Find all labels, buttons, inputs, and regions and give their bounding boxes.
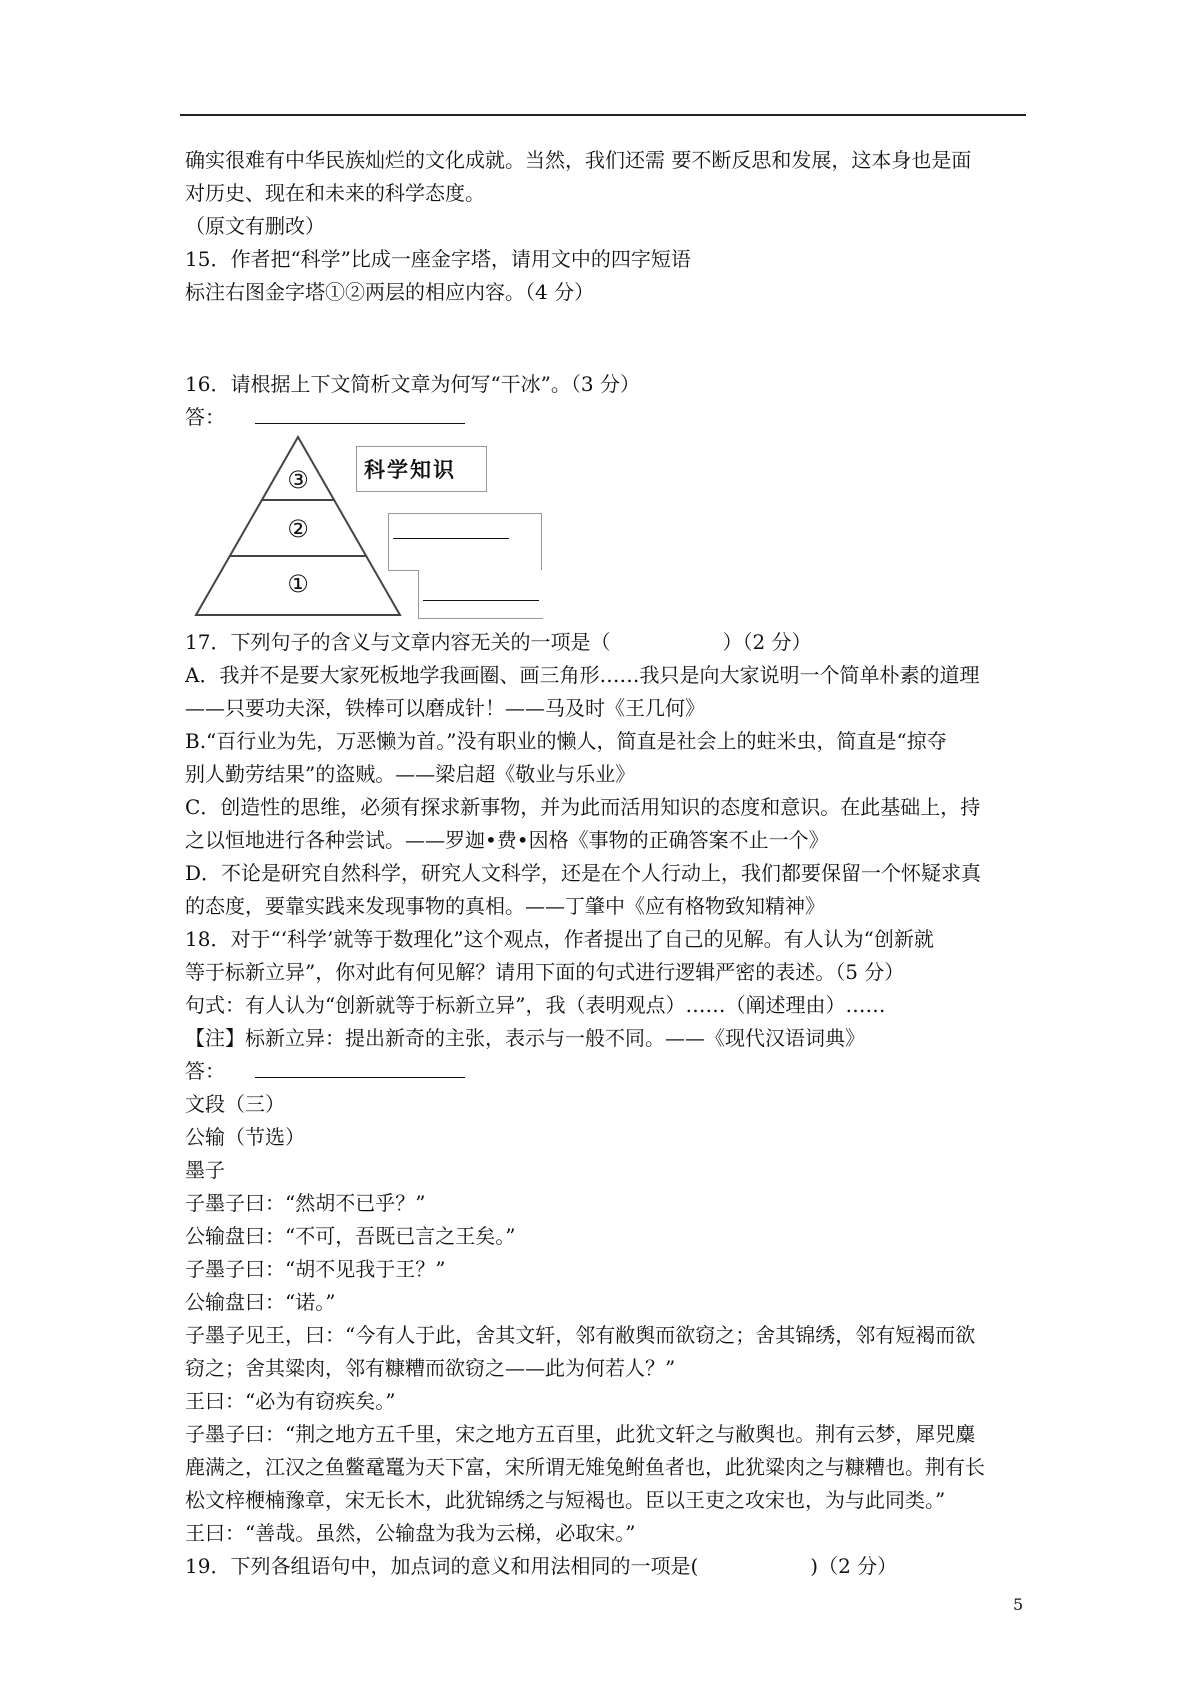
question-17 — [185, 630, 812, 654]
answer-label: 答： — [185, 1059, 225, 1083]
question-19 — [185, 1554, 897, 1578]
fill-blank-level-2[interactable] — [393, 538, 509, 539]
passage-line: 子墨子曰：“荆之地方五千里，宋之地方五百里，此犹文轩之与敝舆也。荆有云梦，犀兕麋 — [185, 1422, 976, 1446]
answer-16 — [185, 405, 465, 429]
fill-blank-level-1[interactable] — [423, 600, 539, 601]
option-a: A．我并不是要大家死板地学我画圈、画三角形……我只是向大家说明一个简单朴素的道理 — [185, 663, 980, 687]
pyramid-level-3: ③ — [287, 466, 309, 494]
passage-line: 公输盘曰：“不可，吾既已言之王矣。” — [185, 1224, 516, 1248]
pyramid-level-2: ② — [287, 515, 309, 543]
answer-label: 答： — [185, 405, 225, 429]
passage-line: 子墨子见王，曰：“今有人于此，舍其文轩，邻有敝舆而欲窃之；舍其锦绣，邻有短褐而欲 — [185, 1323, 976, 1347]
passage-line: 王曰：“必为有窃疾矣。” — [185, 1389, 396, 1413]
header-rule — [180, 114, 1026, 116]
passage-title: 公输（节选） — [185, 1125, 305, 1149]
q19-score: )（2 分） — [810, 1554, 898, 1578]
option-b-cont: 别人勤劳结果”的盗贼。——梁启超《敬业与乐业》 — [185, 762, 636, 786]
option-c-cont: 之以恒地进行各种尝试。——罗迦•费•因格《事物的正确答案不止一个》 — [185, 828, 829, 852]
passage-line: 子墨子曰：“胡不见我于王？” — [185, 1257, 446, 1281]
option-a-cont: ——只要功夫深，铁棒可以磨成针！——马及时《王几何》 — [185, 696, 705, 720]
pyramid-level-1: ① — [287, 570, 309, 598]
answer-18 — [185, 1059, 465, 1083]
note: 【注】标新立异：提出新奇的主张，表示与一般不同。——《现代汉语词典》 — [185, 1026, 865, 1050]
passage-author: 墨子 — [185, 1158, 225, 1182]
pyramid-label-text: 科学知识 — [364, 458, 456, 482]
section-heading: 文段（三） — [185, 1092, 285, 1116]
passage-line: 公输盘曰：“诺。” — [185, 1290, 336, 1314]
pyramid-label-level-1 — [418, 570, 543, 619]
option-c: C．创造性的思维，必须有探求新事物，并为此而活用知识的态度和意识。在此基础上，持 — [185, 795, 981, 819]
pyramid-label-top — [356, 446, 487, 492]
question-15: 15．作者把“科学”比成一座金字塔，请用文中的四字短语 — [185, 247, 691, 271]
text-line: 确实很难有中华民族灿烂的文化成就。当然，我们还需 要不断反思和发展，这本身也是面 — [185, 148, 972, 172]
q19-stem: 19．下列各组语句中，加点词的意义和用法相同的一项是( — [185, 1554, 699, 1578]
passage-line: 鹿满之，江汉之鱼鳖鼋鼍为天下富，宋所谓无雉兔鲋鱼者也，此犹粱肉之与糠糟也。荆有长 — [185, 1455, 985, 1479]
page-number: 5 — [1013, 1595, 1024, 1614]
option-b: B.“百行业为先，万恶懒为首。”没有职业的懒人，简直是社会上的蛀米虫，简直是“掠夺 — [185, 729, 947, 753]
q17-stem: 17．下列句子的含义与文章内容无关的一项是（ — [185, 630, 611, 654]
question-15-cont: 标注右图金字塔①②两层的相应内容。（4 分） — [185, 280, 595, 304]
answer-blank[interactable] — [255, 405, 465, 424]
question-16: 16．请根据上下文简析文章为何写“干冰”。（3 分） — [185, 372, 640, 396]
passage-line: 窃之；舍其粱肉，邻有糠糟而欲窃之——此为何若人？” — [185, 1356, 676, 1380]
pyramid-label-level-2 — [388, 513, 542, 571]
passage-line: 王曰：“善哉。虽然，公输盘为我为云梯，必取宋。” — [185, 1521, 636, 1545]
option-d-cont: 的态度，要靠实践来发现事物的真相。——丁肇中《应有格物致知精神》 — [185, 894, 825, 918]
question-18-cont: 等于标新立异”，你对此有何见解？请用下面的句式进行逻辑严密的表述。（5 分） — [185, 960, 905, 984]
q17-score: ）（2 分） — [722, 630, 812, 654]
question-18: 18．对于“‘科学’就等于数理化”这个观点，作者提出了自己的见解。有人认为“创新就 — [185, 927, 934, 951]
source-note: （原文有删改） — [185, 214, 325, 238]
passage-line: 松文梓楩楠豫章，宋无长木，此犹锦绣之与短褐也。臣以王吏之攻宋也，为与此同类。” — [185, 1488, 946, 1512]
passage-line: 子墨子曰：“然胡不已乎？” — [185, 1191, 426, 1215]
answer-blank[interactable] — [255, 1059, 465, 1078]
option-d: D．不论是研究自然科学，研究人文科学，还是在个人行动上，我们都要保留一个怀疑求真 — [185, 861, 982, 885]
sentence-pattern: 句式：有人认为“创新就等于标新立异”，我（表明观点）……（阐述理由）…… — [185, 993, 886, 1017]
text-line: 对历史、现在和未来的科学态度。 — [185, 181, 485, 205]
